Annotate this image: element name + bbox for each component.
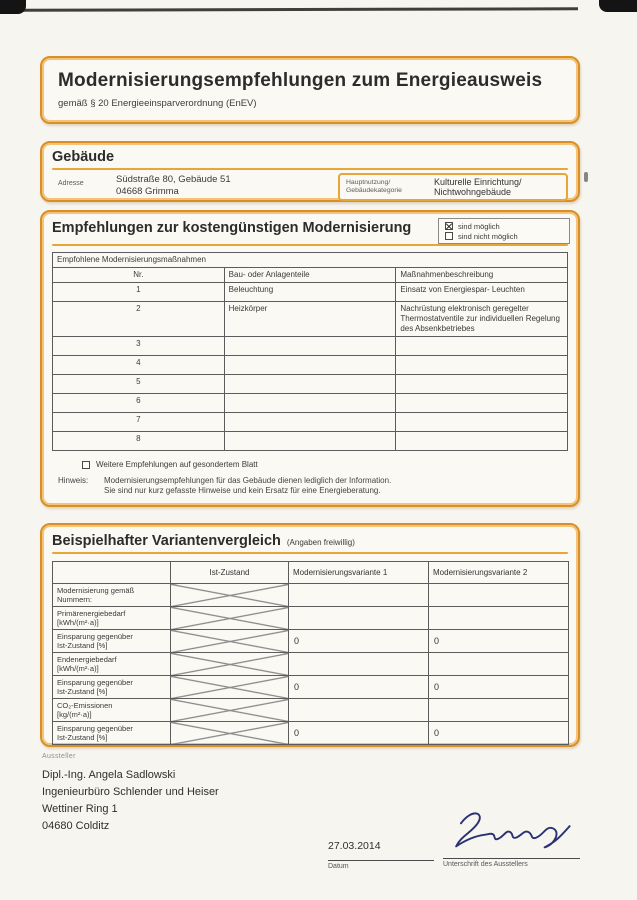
cell-nr: 4 [53, 356, 225, 375]
col-header-empty [53, 562, 171, 584]
cell-nr: 8 [53, 432, 225, 451]
row-label: Primärenergiebedarf [kWh/(m²·a)] [53, 607, 171, 630]
cell-variante1: 0 [289, 676, 429, 699]
hinweis-label: Hinweis: [58, 476, 89, 485]
scan-artifact [599, 0, 637, 12]
datum-block [328, 840, 434, 870]
cell-ist-zustand [171, 607, 289, 630]
cell-nr: 3 [53, 337, 225, 356]
varianten-header-row [53, 562, 569, 584]
divider [52, 244, 568, 246]
cell-variante2: 0 [429, 676, 569, 699]
checkbox-label: sind nicht möglich [458, 231, 518, 241]
varianten-heading-note: (Angaben freiwillig) [286, 538, 355, 547]
hauptnutzung-box [338, 173, 568, 201]
cell-variante1 [289, 653, 429, 676]
hinweis-line1: Modernisierungsempfehlungen für das Gebäude dienen lediglich der Information. [104, 476, 392, 485]
section-variantenvergleich [40, 523, 580, 747]
cell-beschreibung [396, 413, 568, 432]
cell-variante2 [429, 653, 569, 676]
checkbox-sind-nicht-moeglich [445, 232, 453, 240]
cell-ist-zustand [171, 699, 289, 722]
cell-teil [224, 413, 396, 432]
aussteller-block [42, 767, 219, 835]
table-row [53, 283, 568, 302]
cell-variante1 [289, 584, 429, 607]
scan-artifact [22, 7, 578, 11]
variant-row [53, 722, 569, 745]
col-header-nr: Nr. [53, 268, 225, 283]
datum-value: 27.03.2014 [328, 840, 381, 852]
varianten-heading: Beispielhafter Variantenvergleich [52, 533, 281, 549]
cell-nr: 5 [53, 375, 225, 394]
adresse-label: Adresse [58, 180, 84, 187]
varianten-table [52, 561, 569, 745]
cell-beschreibung [396, 375, 568, 394]
hauptnutzung-value-line1: Kulturelle Einrichtung/ [434, 176, 522, 187]
cell-nr: 6 [53, 394, 225, 413]
cell-ist-zustand [171, 653, 289, 676]
cell-variante1 [289, 607, 429, 630]
datum-label: Datum [328, 863, 349, 870]
adresse-value [116, 174, 231, 198]
cell-teil [224, 375, 396, 394]
unterschrift-block [443, 806, 580, 868]
cell-beschreibung [396, 394, 568, 413]
cell-variante2 [429, 607, 569, 630]
cell-teil: Beleuchtung [224, 283, 396, 302]
table-header-row [53, 268, 568, 283]
hauptnutzung-label [346, 179, 424, 196]
divider [52, 552, 568, 554]
row-label: Modernisierung gemäß Nummern: [53, 584, 171, 607]
table-row [53, 356, 568, 375]
table-row [53, 432, 568, 451]
unterschrift-label: Unterschrift des Ausstellers [443, 861, 528, 868]
cell-beschreibung: Einsatz von Energiespar- Leuchten [396, 283, 568, 302]
variant-row [53, 676, 569, 699]
col-header-variante2: Modernisierungsvariante 2 [429, 562, 569, 584]
table-row [53, 413, 568, 432]
cell-ist-zustand [171, 676, 289, 699]
variant-row [53, 584, 569, 607]
section-gebaeude [40, 141, 580, 202]
adresse-line2: 04668 Grimma [116, 186, 179, 197]
cell-ist-zustand [171, 584, 289, 607]
col-header-variante1: Modernisierungsvariante 1 [289, 562, 429, 584]
empfehlungen-table [52, 252, 568, 451]
aussteller-line1: Dipl.-Ing. Angela Sadlowski [42, 769, 176, 781]
cell-beschreibung [396, 337, 568, 356]
datum-line [328, 860, 434, 861]
cell-ist-zustand [171, 722, 289, 745]
document-header [40, 56, 580, 124]
checkbox-weitere-empfehlungen [82, 461, 90, 469]
aussteller-label: Aussteller [42, 753, 76, 760]
moeglich-checkbox-panel [438, 218, 570, 244]
scan-artifact [584, 172, 588, 182]
cell-variante1: 0 [289, 630, 429, 653]
cell-teil [224, 394, 396, 413]
cell-teil [224, 337, 396, 356]
signature-image [447, 806, 573, 856]
page-subtitle: gemäß § 20 Energieeinsparverordnung (EnEV) [58, 98, 257, 109]
hauptnutzung-value [434, 177, 522, 198]
table-row [53, 302, 568, 337]
row-label: Einsparung gegenüber Ist-Zustand [%] [53, 722, 171, 745]
cell-teil: Heizkörper [224, 302, 396, 337]
cell-variante2 [429, 699, 569, 722]
variant-row [53, 630, 569, 653]
table-caption: Empfohlene Modernisierungsmaßnahmen [53, 253, 568, 268]
aussteller-line4: 04680 Colditz [42, 820, 110, 832]
cell-nr: 7 [53, 413, 225, 432]
aussteller-line3: Wettiner Ring 1 [42, 803, 118, 815]
variant-row [53, 699, 569, 722]
empfehlungen-heading: Empfehlungen zur kostengünstigen Modernisierung [52, 220, 412, 236]
table-row [53, 337, 568, 356]
scan-artifact [0, 0, 26, 14]
page-title: Modernisierungsempfehlungen zum Energieausweis [58, 70, 543, 91]
variant-row [53, 607, 569, 630]
adresse-line1: Südstraße 80, Gebäude 51 [116, 174, 231, 185]
col-header-teile: Bau- oder Anlagenteile [224, 268, 396, 283]
cell-teil [224, 356, 396, 375]
cell-beschreibung: Nachrüstung elektronisch geregelter Thermostatventile zur individuellen Regelung des Absenkbetriebes [396, 302, 568, 337]
checkbox-label: sind möglich [458, 221, 500, 231]
row-label: Einsparung gegenüber Ist-Zustand [%] [53, 630, 171, 653]
cell-variante2 [429, 584, 569, 607]
aussteller-line2: Ingenieurbüro Schlender und Heiser [42, 786, 219, 798]
gebaeude-heading: Gebäude [52, 149, 115, 165]
table-row [53, 394, 568, 413]
cell-beschreibung [396, 432, 568, 451]
cell-nr: 1 [53, 283, 225, 302]
cell-nr: 2 [53, 302, 225, 337]
hauptnutzung-label-line2: Gebäudekategorie [346, 187, 402, 194]
hinweis-line2: Sie sind nur kurz gefasste Hinweise und kein Ersatz für eine Energieberatung. [104, 486, 381, 495]
cell-variante2: 0 [429, 630, 569, 653]
weitere-empfehlungen-label: Weitere Empfehlungen auf gesondertem Blatt [96, 460, 258, 469]
weitere-empfehlungen-row [82, 460, 568, 469]
row-label: CO₂-Emissionen [kg/(m²·a)] [53, 699, 171, 722]
section-empfehlungen [40, 210, 580, 507]
cell-variante1 [289, 699, 429, 722]
row-label: Endenergiebedarf [kWh/(m²·a)] [53, 653, 171, 676]
hauptnutzung-label-line1: Hauptnutzung/ [346, 178, 391, 186]
cell-beschreibung [396, 356, 568, 375]
col-header-beschreibung: Maßnahmenbeschreibung [396, 268, 568, 283]
variant-row [53, 653, 569, 676]
hinweis-block [58, 476, 568, 496]
row-label: Einsparung gegenüber Ist-Zustand [%] [53, 676, 171, 699]
unterschrift-line [443, 858, 580, 859]
table-row [53, 375, 568, 394]
cell-variante2: 0 [429, 722, 569, 745]
hinweis-text [104, 476, 391, 496]
cell-teil [224, 432, 396, 451]
cell-variante1: 0 [289, 722, 429, 745]
hauptnutzung-value-line2: Nichtwohngebäude [434, 187, 512, 197]
cell-ist-zustand [171, 630, 289, 653]
checkbox-sind-moeglich [445, 222, 453, 230]
col-header-ist-zustand: Ist-Zustand [171, 562, 289, 584]
